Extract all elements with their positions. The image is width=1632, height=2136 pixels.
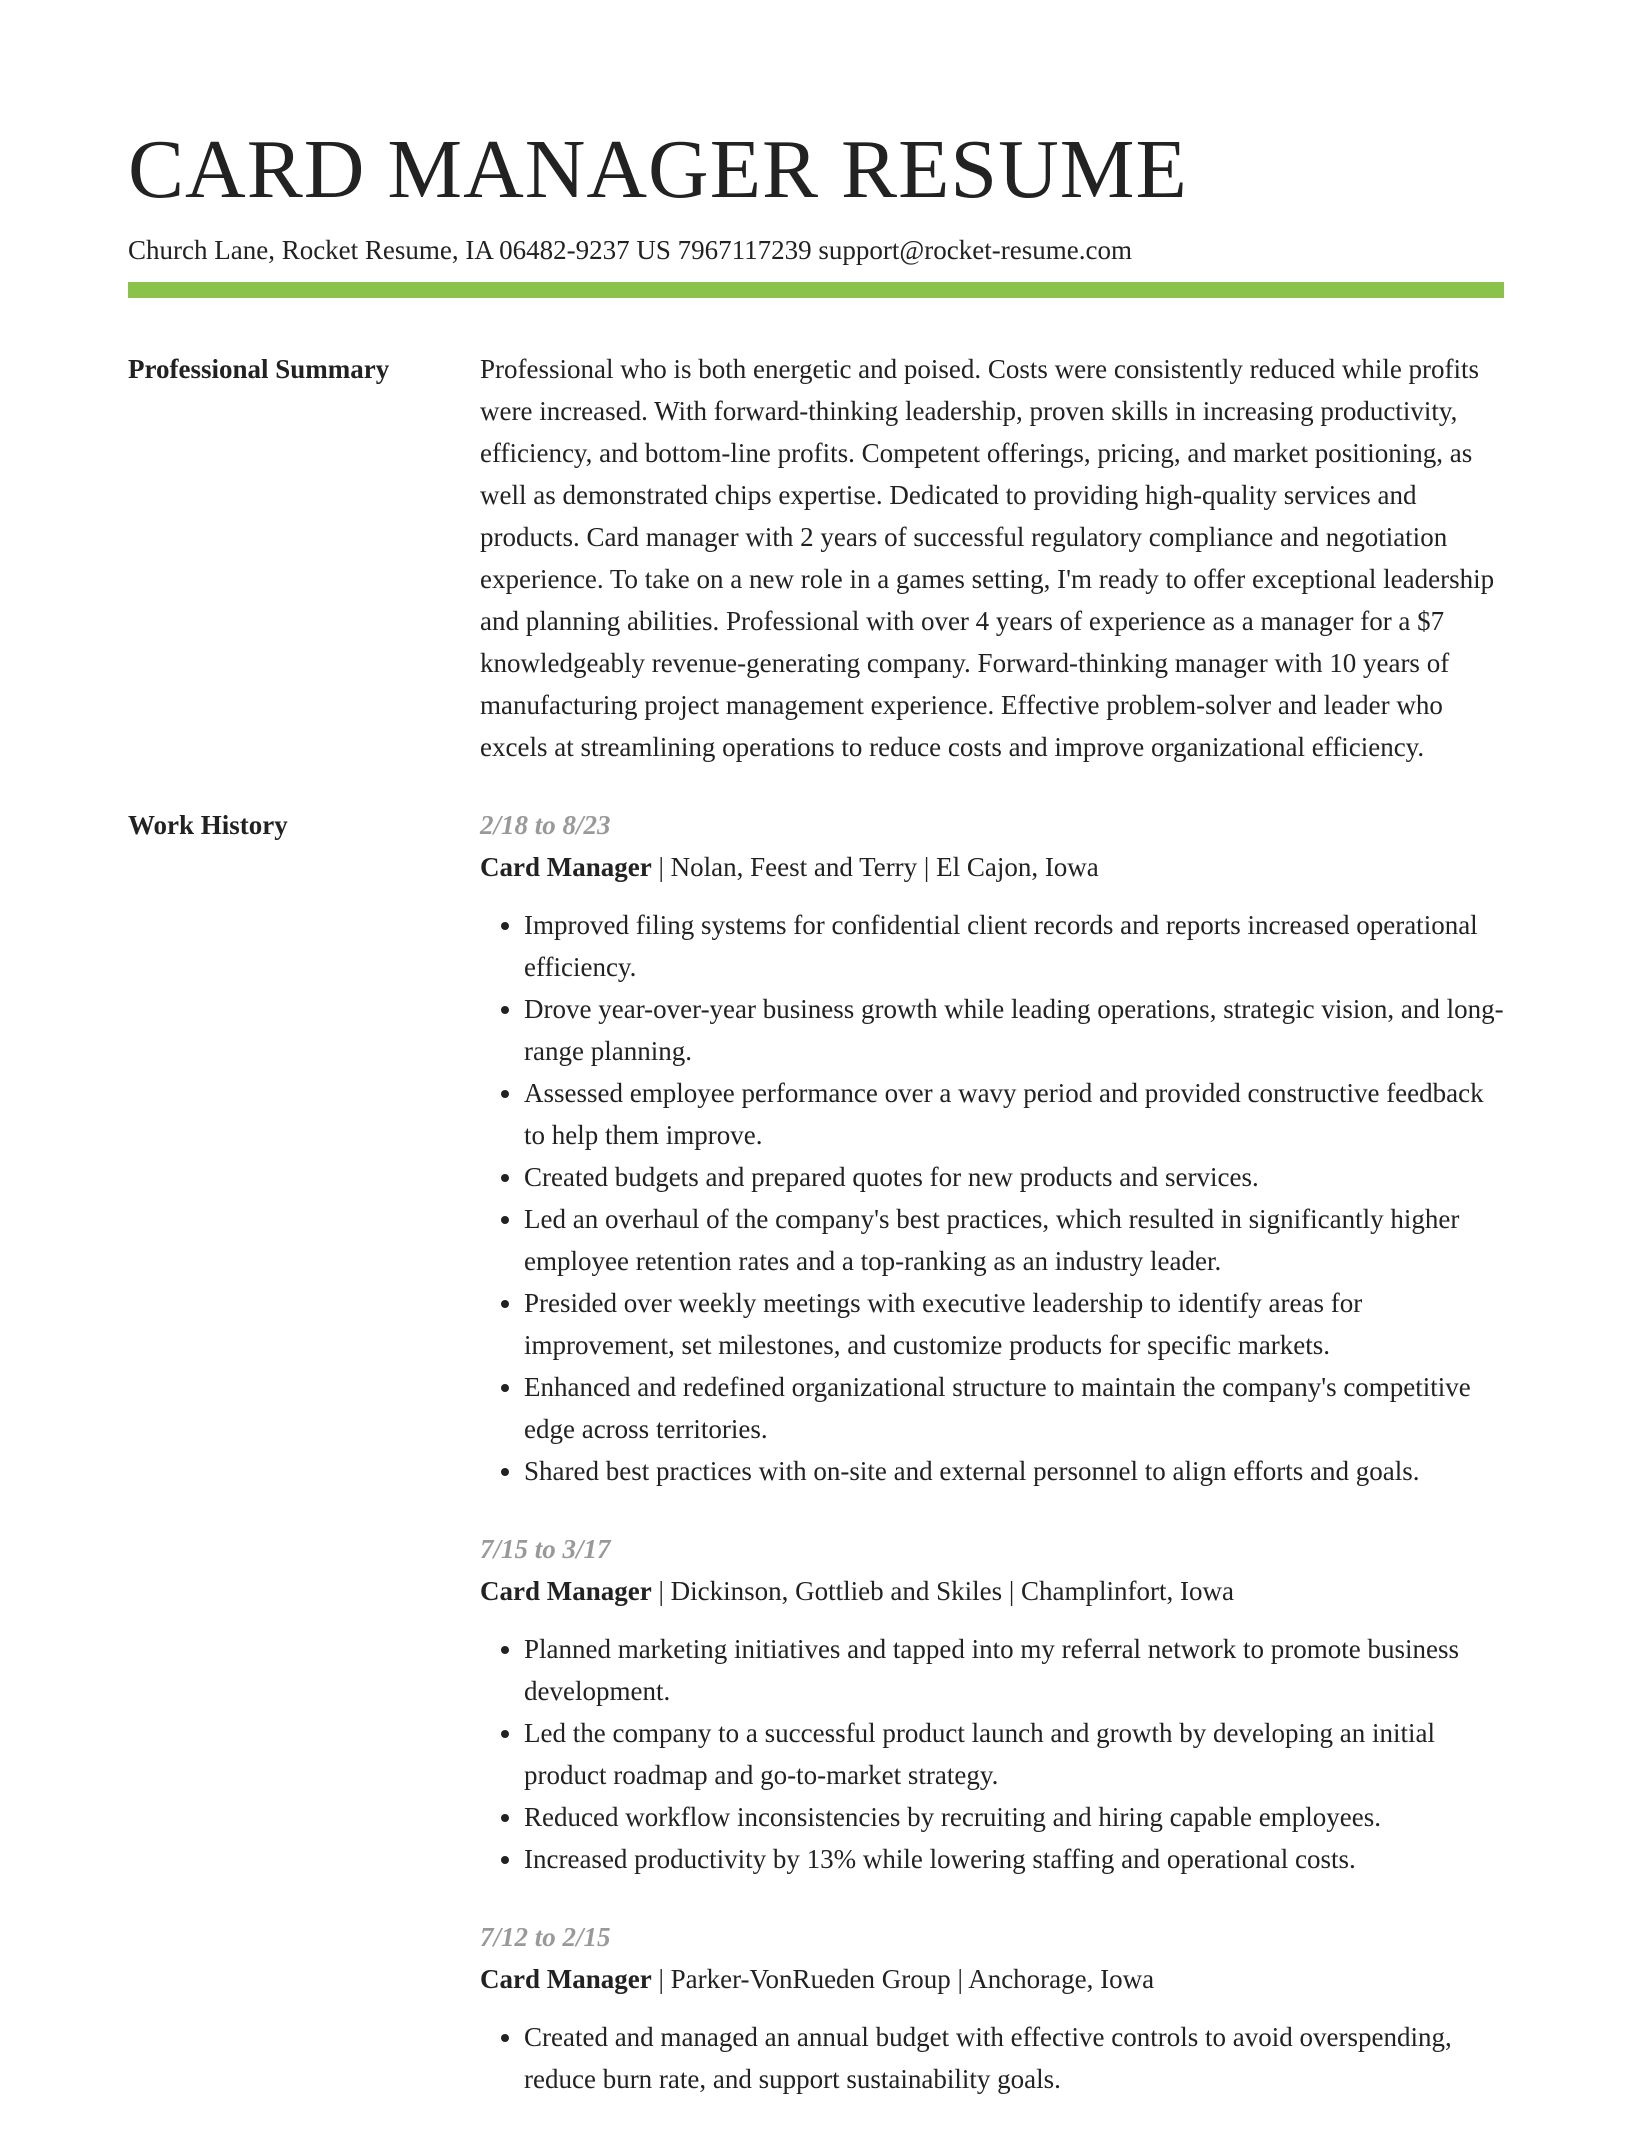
accent-divider [128,282,1504,298]
job-dates: 7/15 to 3/17 [480,1534,611,1564]
job-bullet: • Improved filing systems for confidential client records and reports increased operational efficiency. [524,904,1504,988]
job-title: Card Manager [480,1576,652,1606]
job-heading [480,1958,1504,2000]
job-details: | Dickinson, Gottlieb and Skiles | Champlinfort, Iowa [651,1576,1234,1606]
job-bullet: • Enhanced and redefined organizational structure to maintain the company's competitive edge across territories. [524,1366,1504,1450]
contact-phone: 7967117239 [677,235,812,265]
job-title: Card Manager [480,852,652,882]
job-entry [480,1916,1504,2100]
contact-line [128,232,1504,268]
job-entry [480,804,1504,1492]
job-bullet: • Created and managed an annual budget with effective controls to avoid overspending, reduce burn rate, and support sustainability goals. [524,2016,1504,2100]
job-bullet: • Reduced workflow inconsistencies by recruiting and hiring capable employees. [524,1796,1504,1838]
job-bullet: • Shared best practices with on-site and external personnel to align efforts and goals. [524,1450,1504,1492]
job-bullet: • Assessed employee performance over a wavy period and provided constructive feedback to help them improve. [524,1072,1504,1156]
summary-heading: Professional Summary [128,354,390,384]
summary-text: Professional who is both energetic and poised. Costs were consistently reduced while profits were increased. With forward-thinking leadership, proven skills in increasing productivity, efficiency, and bottom-line profits. Competent offerings, pricing, and market positioning, as well as demonstrated chips expertise. Dedicated to providing high-quality services and products. Card manager with 2 years of successful regulatory compliance and negotiation experience. To take on a new role in a games setting, I'm ready to offer exceptional leadership and planning abilities. Professional with over 4 years of experience as a manager for a $7 knowledgeably revenue-generating company. Forward-thinking manager with 10 years of manufacturing project management experience. Effective problem-solver and leader who excels at streamlining operations to reduce costs and improve organizational efficiency. [480,354,1495,762]
job-bullet: • Led the company to a successful product launch and growth by developing an initial product roadmap and go-to-market strategy. [524,1712,1504,1796]
job-title: Card Manager [480,1964,652,1994]
resume-page [128,120,1504,2136]
job-bullet: • Presided over weekly meetings with executive leadership to identify areas for improvement, set milestones, and customize products for specific markets. [524,1282,1504,1366]
job-bullets [480,1628,1504,1880]
job-bullets [480,904,1504,1492]
job-entry [480,1528,1504,1880]
contact-address: Church Lane, Rocket Resume, IA 06482-9237 US [128,235,671,265]
summary-section [128,348,1504,768]
job-bullet: • Led an overhaul of the company's best practices, which resulted in significantly higher employee retention rates and a top-ranking as an industry leader. [524,1198,1504,1282]
job-heading [480,846,1504,888]
job-bullet: • Created budgets and prepared quotes for new products and services. [524,1156,1504,1198]
job-heading [480,1570,1504,1612]
work-history-list [480,804,1504,2136]
work-history-heading: Work History [128,810,288,840]
job-dates: 2/18 to 8/23 [480,810,611,840]
job-bullets [480,2016,1504,2100]
job-details: | Nolan, Feest and Terry | El Cajon, Iowa [651,852,1099,882]
job-bullet: • Planned marketing initiatives and tapped into my referral network to promote business development. [524,1628,1504,1712]
job-bullet: • Increased productivity by 13% while lowering staffing and operational costs. [524,1838,1504,1880]
resume-title: CARD MANAGER RESUME [128,123,1188,216]
contact-email: support@rocket-resume.com [818,235,1132,265]
job-dates: 7/12 to 2/15 [480,1922,611,1952]
work-history-section [128,804,1504,2136]
job-bullet: • Drove year-over-year business growth while leading operations, strategic vision, and long-range planning. [524,988,1504,1072]
job-details: | Parker-VonRueden Group | Anchorage, Iowa [651,1964,1155,1994]
